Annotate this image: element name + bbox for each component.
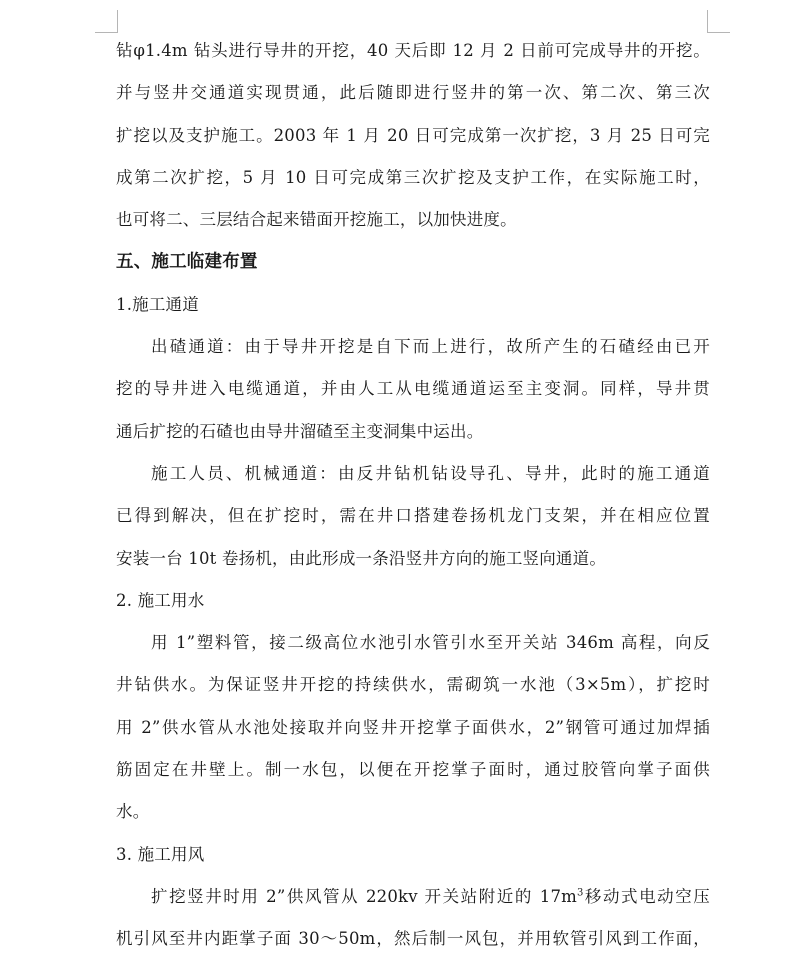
text-line: 扩挖以及支护施工。2003 年 1 月 20 日可完成第一次扩挖，3 月 25 日可完 xyxy=(116,125,710,145)
text-line: 也可将二、三层结合起来错面开挖施工，以加快进度。 xyxy=(116,210,517,230)
text-line: 筋固定在井壁上。制一水包，以便在开挖掌子面时，通过胶管向掌子面供 xyxy=(116,760,710,780)
text-line: 已得到解决，但在扩挖时，需在井口搭建卷扬机龙门支架，并在相应位置 xyxy=(116,506,710,526)
superscript: 3 xyxy=(576,887,584,899)
subsection-heading: 1.施工通道 xyxy=(116,294,199,314)
text-run: 移动式电动空压 xyxy=(583,886,710,906)
text-line: 钻φ1.4m 钻头进行导井的开挖，40 天后即 12 月 2 日前可完成导井的开挖。 xyxy=(116,41,710,60)
subsection-heading: 2. 施工用水 xyxy=(116,590,205,610)
paragraph-first-line: 用 1”塑料管，接二级高位水池引水管引水至开关站 346m 高程，向反 xyxy=(151,633,710,653)
document-body xyxy=(116,30,710,961)
section-heading: 五、施工临建布置 xyxy=(116,252,258,273)
text-line: 机引风至井内距掌子面 30～50m，然后制一风包，并用软管引风到工作面， xyxy=(116,929,710,949)
margin-corner-mark-right xyxy=(707,10,730,33)
text-line: 水。 xyxy=(116,802,150,822)
text-run: 扩挖竖井时用 2”供风管从 220kv 开关站附近的 17m xyxy=(151,886,577,906)
text-line: 井钻供水。为保证竖井开挖的持续供水，需砌筑一水池（3×5m），扩挖时 xyxy=(116,675,710,695)
text-line: 并与竖井交通道实现贯通，此后随即进行竖井的第一次、第二次、第三次 xyxy=(116,83,710,103)
paragraph-first-line: 出碴通道：由于导井开挖是自下而上进行，故所产生的石碴经由已开 xyxy=(151,337,710,357)
subsection-heading: 3. 施工用风 xyxy=(116,844,205,864)
margin-corner-mark-left xyxy=(95,10,118,33)
text-line: 通后扩挖的石碴也由导井溜碴至主变洞集中运出。 xyxy=(116,421,484,441)
paragraph-first-line xyxy=(116,876,710,918)
text-line: 成第二次扩挖，5 月 10 日可完成第三次扩挖及支护工作，在实际施工时， xyxy=(116,167,710,187)
paragraph-first-line: 施工人员、机械通道：由反井钻机钻设导孔、导井，此时的施工通道 xyxy=(151,463,710,483)
text-line: 挖的导井进入电缆通道，并由人工从电缆通道运至主变洞。同样，导井贯 xyxy=(116,379,710,399)
text-line: 安装一台 10t 卷扬机，由此形成一条沿竖井方向的施工竖向通道。 xyxy=(116,548,607,568)
text-line: 用 2”供水管从水池处接取并向竖井开挖掌子面供水，2”钢管可通过加焊插 xyxy=(116,717,710,737)
